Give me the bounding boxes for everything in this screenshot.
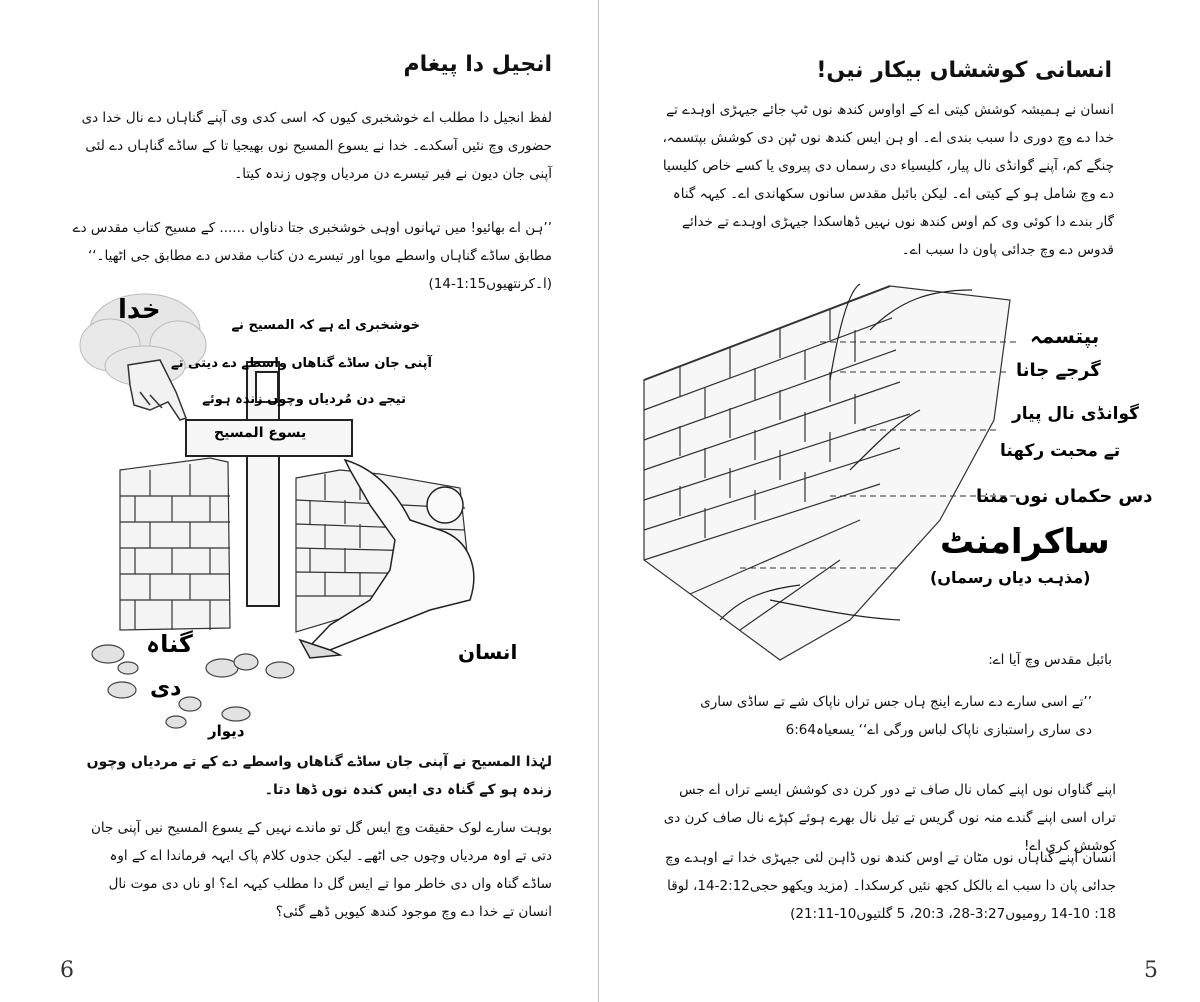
good-news-line-1: خوشخبری اے ہے کہ المسیح نے: [231, 318, 420, 333]
label-deewar: دیوار: [208, 722, 245, 740]
label-cross-sign: یسوع المسیح: [214, 425, 307, 441]
right-page: [600, 0, 1198, 1002]
wall-label-rituals: (مذہب دیاں رسماں): [930, 568, 1091, 587]
wall-label-commandments: دس حکماں نوں مننا: [976, 486, 1153, 507]
wall-label-church: گرجے جانا: [1016, 360, 1101, 381]
right-paragraph-3: انسان آپنے گناہاں نوں مٹان تے اوس کندھ نوں ڈاہن لئی جیہڑی خدا تے اوہدے وچ جدائی پان دا سبب اے بالکل کجھ نئیں کرسکدا۔ (مزید ویکھو حجی2:12-14، لوقا 18: 10-14 رومیوں3:27-28، 20:3، 5 گلتیوں10-21:11): [664, 850, 1116, 922]
good-news-line-3: تیجے دن مُردیاں وچوں زندہ ہوئے: [202, 392, 406, 407]
bible-says-line: بائبل مقدس وچ آیا اے:: [988, 652, 1112, 668]
label-khuda: خدا: [118, 295, 161, 325]
left-closing-paragraph: بوہت سارے لوک حقیقت وچ ایس گل تو ماندے نہیں کے یسوع المسیح نیں آپنی جان دتی تے اوہ مردیاں وچوں جی اٹھے۔ لیکن جدوں کلام پاک ایہہ فرماندا اے کے اوہ ساڈے گناہ واں دی خاطر موا تے ایس گل دا مطلب کیہہ اے؟ او ناں دی موت نال انسان تے خدا دے وچ موجود کندھ کیویں ڈھے گئی؟: [90, 820, 552, 920]
label-gunah: گناہ: [146, 630, 193, 658]
wall-label-sacrament: ساکرامنٹ: [940, 522, 1110, 562]
left-broken-wall: [120, 458, 230, 630]
page-number-right: 5: [1144, 958, 1158, 983]
left-page: [0, 0, 599, 1002]
wall-label-neighbor-1: گوانڈی نال پیار: [1012, 404, 1140, 424]
right-quote-paragraph: ’’تے اسی سارے دے سارے اینج ہاں جس تراں ناپاک شے تے ساڈی ساری دی ساری راستبازی ناپاک لباس ورگی اے‘‘ یسعیاہ6:64: [700, 694, 1092, 738]
label-insan: انسان: [458, 640, 518, 664]
good-news-line-2: آپنی جان ساڈے گناھاں واسطے دے دیتی تے: [170, 356, 432, 371]
label-di: دی: [150, 676, 182, 701]
wall-label-neighbor-2: تے محبت رکھنا: [1000, 441, 1121, 461]
page-number-left: 6: [60, 958, 74, 983]
right-page-title: انسانی کوششاں بیکار نیں!: [816, 58, 1112, 83]
left-conclusion-paragraph: لہٰذا المسیح نے آپنی جان ساڈے گناھاں واسطے دے کے تے مردیاں وچوں زندہ ہو کے گناہ دی ایس کندہ نوں ڈھا دتا۔: [86, 754, 552, 798]
rubble-stones: [92, 645, 294, 728]
left-intro-paragraph: لفظ انجیل دا مطلب اے خوشخبری کیوں کہ اسی کدی وی آپنے گناہاں دے نال خدا دی حضوری وچ نئیں آسکدے۔ خدا نے یسوع المسیح نوں بھیجیا تا کے ساڈے گناہاں دے لئی آپنی جان دیون نے فیر تیسرے دن مردیاں وچوں زندہ کیتا۔: [81, 110, 552, 182]
left-quote-paragraph: ’’ہن اے بھائیو! میں تہانوں اوہی خوشخبری جتا دناواں ...... کے مسیح کتاب مقدس دے مطابق ساڈے گناہاں واسطے مویا اور تیسرے دن کتاب مقدس دے مطابق جی اٹھیا۔‘‘ (ا۔کرنتھیوں1:15-14): [72, 220, 552, 292]
right-paragraph-2: اپنے گناواں نوں اپنے کماں نال صاف تے دور کرن دی کوشش ایسے تراں اے جس تراں اسی اپنے گندے منہ نوں گریس تے تیل نال بھرے ہوئے کپڑے نال صاف کرن دی کوشش کری اے!: [663, 782, 1116, 854]
left-page-title: انجیل دا پیغام: [403, 52, 552, 77]
wall-label-baptism: بپتسمہ: [1030, 324, 1100, 348]
right-intro-paragraph: انسان نے ہمیشہ کوشش کیتی اے کے اواوس کندھ نوں ٹپ جائے جیہڑی اوہدے تے خدا دے وچ دوری دا سبب بندی اے۔ او ہن ایس کندھ نوں ٹپن دی کوشش بپتسمہ، چنگے کم، آپنے گوانڈی نال پیار، کلیسیاء دی رسماں دی پیروی یا کسے خاص کلیسیا دے وچ شامل ہو کے کیتی اے۔ لیکن بائبل مقدس سانوں سکھاندی اے۔ کیہہ گناہ گار بندے دا کوئی وی کم اوس کندھ نوں نہیں ڈھاسکدا جیہڑی اوہدے تے خدائے قدوس دے وچ جدائی پاون دا سبب اے۔: [662, 102, 1114, 258]
